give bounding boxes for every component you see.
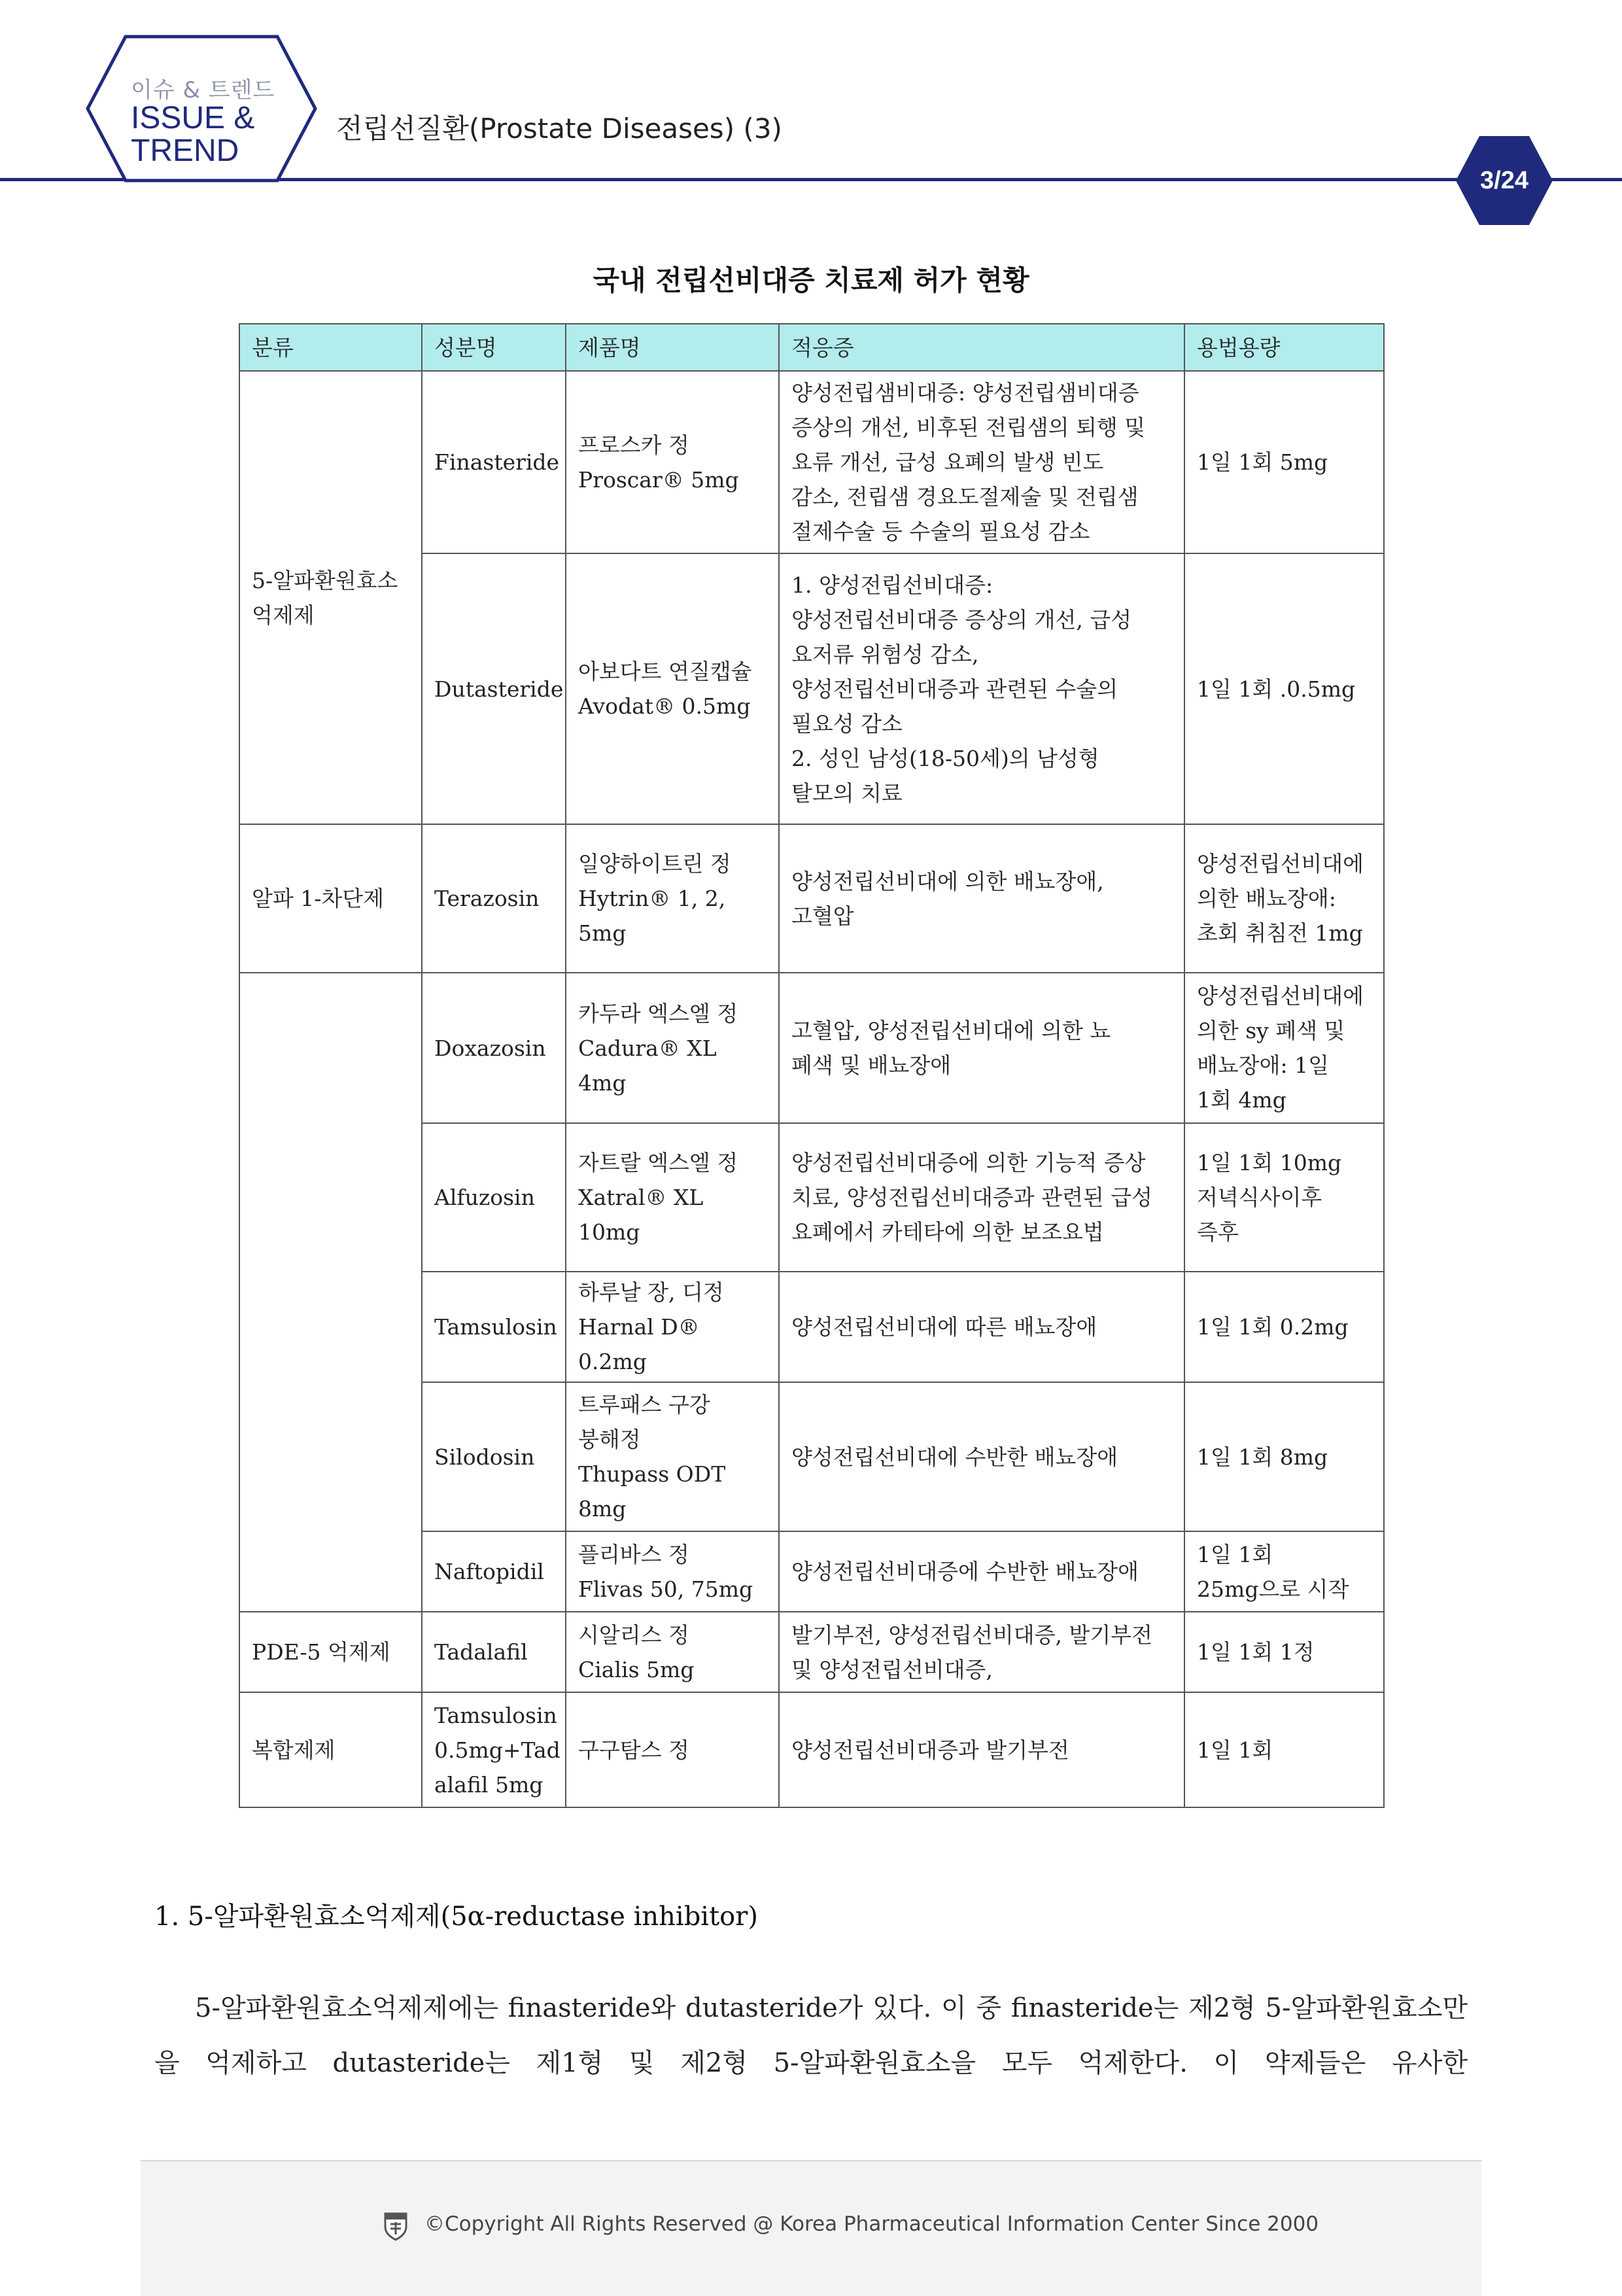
indication-line: 양성전립선비대증에 의한 기능적 증상 (791, 1150, 1146, 1175)
product-cell (566, 1612, 779, 1692)
indication-cell (779, 1382, 1184, 1531)
indication-line: 양성전립샘비대증: 양성전립샘비대증 (791, 380, 1139, 406)
column-header-category: 분류 (239, 324, 422, 371)
dosage-cell (1184, 1692, 1384, 1807)
product-line: 붕해정 (578, 1427, 641, 1452)
indication-line: 양성전립선비대증과 관련된 수술의 (791, 676, 1118, 702)
ingredient-cell (422, 1692, 566, 1807)
product-line: 구구탐스 정 (578, 1737, 689, 1763)
product-line: 플리바스 정 (578, 1541, 689, 1567)
indication-line: 필요성 감소 (791, 710, 903, 737)
table-title: 국내 전립선비대증 치료제 허가 현황 (593, 264, 1029, 296)
dosage-cell (1184, 973, 1384, 1123)
product-line: 하루날 장, 디정 (578, 1279, 724, 1305)
ingredient-line: 0.5mg+Tad (434, 1737, 561, 1763)
indication-cell (779, 1692, 1184, 1807)
dosage-line: 의한 sy 폐색 및 (1197, 1018, 1345, 1043)
category-cell: 5-알파환원효소 억제제 (239, 371, 422, 824)
product-cell (566, 824, 779, 973)
product-line: 8mg (578, 1496, 627, 1522)
product-cell (566, 1382, 779, 1531)
indication-line: 양성전립선비대에 따른 배뇨장애 (791, 1314, 1097, 1340)
dosage-cell (1184, 553, 1384, 824)
table-row (239, 1612, 1384, 1692)
ingredient-cell: Terazosin (422, 824, 566, 973)
column-header-indication: 적응증 (779, 324, 1184, 371)
ingredient-cell: Silodosin (422, 1382, 566, 1531)
product-line: 자트랄 엑스엘 정 (578, 1150, 738, 1175)
table-row (239, 371, 1384, 553)
indication-cell (779, 553, 1184, 824)
indication-line: 2. 성인 남성(18-50세)의 남성형 (791, 745, 1099, 771)
product-line: 아보다트 연질캡슐 (578, 659, 752, 684)
table-row (239, 973, 1384, 1123)
product-cell (566, 1531, 779, 1612)
product-line: Cialis 5mg (578, 1656, 695, 1682)
dosage-cell (1184, 1123, 1384, 1272)
indication-line: 절제수술 등 수술의 필요성 감소 (791, 519, 1090, 544)
dosage-cell (1184, 371, 1384, 553)
dosage-line: 저녁식사이후 (1197, 1185, 1322, 1210)
body-paragraph-line: 을 억제하고 dutasteride는 제1형 및 제2형 5-알파환원효소을 모두 억제한다. 이 약제들은 유사한 (154, 2048, 1468, 2078)
product-line: 일양하이트린 정 (578, 851, 731, 877)
dosage-line: 1회 4mg (1197, 1087, 1286, 1113)
copyright-text: ©Copyright All Rights Reserved @ Korea Pharmaceutical Information Center Since 2000 (424, 2212, 1319, 2236)
indication-line: 요폐에서 카테타에 의한 보조요법 (791, 1219, 1104, 1245)
ingredient-line: alafil 5mg (434, 1771, 544, 1798)
product-line: Harnal D® 0.2mg (578, 1314, 700, 1374)
indication-cell (779, 371, 1184, 553)
product-line: Proscar® 5mg (578, 466, 739, 493)
indication-cell (779, 824, 1184, 973)
indication-line: 양성전립선비대에 수반한 배뇨장애 (791, 1444, 1118, 1470)
dosage-line: 1일 1회 10mg (1197, 1150, 1342, 1175)
product-line: Xatral® XL 10mg (578, 1185, 704, 1245)
dosage-cell (1184, 824, 1384, 973)
dosage-cell (1184, 1612, 1384, 1692)
issue-trend-badge (85, 34, 318, 183)
column-header-dosage: 용법용량 (1184, 324, 1384, 371)
category-cell-empty (239, 973, 422, 1612)
product-line: Hytrin® 1, 2, 5mg (578, 886, 726, 946)
ingredient-cell: Naftopidil (422, 1531, 566, 1612)
badge-title-line2: TREND (131, 133, 239, 168)
dosage-line: 1일 1회 8mg (1197, 1444, 1328, 1470)
indication-cell (779, 1612, 1184, 1692)
table-row (239, 824, 1384, 973)
column-header-product: 제품명 (566, 324, 779, 371)
dosage-line: 25mg으로 시작 (1197, 1576, 1349, 1602)
category-cell: PDE-5 억제제 (239, 1612, 422, 1692)
indication-line: 증상의 개선, 비후된 전립샘의 퇴행 및 (791, 415, 1146, 440)
product-cell (566, 1692, 779, 1807)
dosage-line: 1일 1회 1정 (1197, 1639, 1315, 1665)
indication-line: 고혈압, 양성전립선비대에 의한 뇨 (791, 1018, 1111, 1043)
dosage-cell (1184, 1382, 1384, 1531)
indication-line: 1. 양성전립선비대증: (791, 572, 993, 598)
product-cell (566, 553, 779, 824)
indication-line: 및 양성전립선비대증, (791, 1656, 993, 1682)
indication-line: 양성전립선비대증 증상의 개선, 급성 (791, 606, 1132, 633)
product-cell (566, 1123, 779, 1272)
body-paragraph-line: 5-알파환원효소억제제에는 finasteride와 dutasteride가 있다. 이 중 finasteride는 제2형 5-알파환원효소만 (195, 1993, 1468, 2023)
dosage-cell (1184, 1272, 1384, 1382)
product-line: Cadura® XL 4mg (578, 1035, 717, 1096)
ingredient-cell: Tamsulosin (422, 1272, 566, 1382)
dosage-line: 양성전립선비대에 (1197, 851, 1364, 877)
dosage-cell (1184, 1531, 1384, 1612)
dosage-line: 1일 1회 (1197, 1737, 1273, 1763)
section-heading: 1. 5-알파환원효소억제제(5α-reductase inhibitor) (154, 1902, 758, 1932)
dosage-line: 1일 1회 (1197, 1541, 1273, 1567)
dosage-line: 의한 배뇨장애: (1197, 886, 1336, 911)
ingredient-cell: Dutasteride (422, 553, 566, 824)
footer (141, 2160, 1481, 2296)
product-line: 시알리스 정 (578, 1622, 689, 1648)
kpic-emblem-icon (383, 2211, 409, 2241)
product-line: Avodat® 0.5mg (578, 693, 751, 719)
product-line: 카두라 엑스엘 정 (578, 1000, 738, 1026)
product-line: Flivas 50, 75mg (578, 1576, 753, 1602)
license-table (239, 323, 1385, 1808)
product-line: 트루패스 구강 (578, 1392, 710, 1418)
indication-cell (779, 973, 1184, 1123)
ingredient-cell: Tadalafil (422, 1612, 566, 1692)
table-header-row (239, 324, 1384, 371)
badge-subtitle: 이슈 & 트렌드 (131, 77, 275, 103)
product-line: 프로스카 정 (578, 432, 689, 458)
product-cell (566, 973, 779, 1123)
indication-line: 감소, 전립샘 경요도절제술 및 전립샘 (791, 484, 1139, 510)
indication-cell (779, 1123, 1184, 1272)
dosage-line: 1일 1회 5mg (1197, 449, 1328, 475)
indication-line: 요류 개선, 급성 요폐의 발생 빈도 (791, 449, 1104, 475)
document-title: 전립선질환(Prostate Diseases) (3) (336, 113, 782, 145)
product-line: Thupass ODT (578, 1461, 726, 1487)
badge-title-line1: ISSUE & (131, 101, 255, 135)
table-row (239, 1692, 1384, 1807)
indication-line: 고혈압 (791, 903, 854, 929)
indication-line: 양성전립선비대에 의한 배뇨장애, (791, 868, 1104, 894)
page-indicator (1455, 135, 1554, 226)
dosage-line: 즉후 (1197, 1219, 1239, 1245)
page-number: 3/24 (1480, 167, 1528, 194)
dosage-line: 양성전립선비대에 (1197, 983, 1364, 1009)
column-header-ingredient: 성분명 (422, 324, 566, 371)
indication-cell (779, 1531, 1184, 1612)
ingredient-line: Tamsulosin (434, 1702, 557, 1728)
indication-line: 탈모의 치료 (791, 780, 903, 806)
dosage-line: 1일 1회 0.2mg (1197, 1314, 1349, 1340)
indication-line: 양성전립선비대증에 수반한 배뇨장애 (791, 1559, 1139, 1584)
indication-line: 발기부전, 양성전립선비대증, 발기부전 (791, 1622, 1153, 1648)
product-cell (566, 1272, 779, 1382)
indication-line: 치료, 양성전립선비대증과 관련된 급성 (791, 1185, 1153, 1210)
ingredient-cell: Alfuzosin (422, 1123, 566, 1272)
dosage-line: 1일 1회 .0.5mg (1197, 676, 1356, 702)
category-cell: 복합제제 (239, 1692, 422, 1807)
indication-line: 요저류 위험성 감소, (791, 641, 979, 667)
dosage-line: 배뇨장애: 1일 (1197, 1052, 1329, 1078)
indication-cell (779, 1272, 1184, 1382)
ingredient-cell: Finasteride (422, 371, 566, 553)
indication-line: 폐색 및 배뇨장애 (791, 1052, 952, 1078)
product-cell (566, 371, 779, 553)
category-cell: 알파 1-차단제 (239, 824, 422, 973)
indication-line: 양성전립선비대증과 발기부전 (791, 1737, 1069, 1763)
dosage-line: 초회 취침전 1mg (1197, 920, 1363, 946)
ingredient-cell: Doxazosin (422, 973, 566, 1123)
